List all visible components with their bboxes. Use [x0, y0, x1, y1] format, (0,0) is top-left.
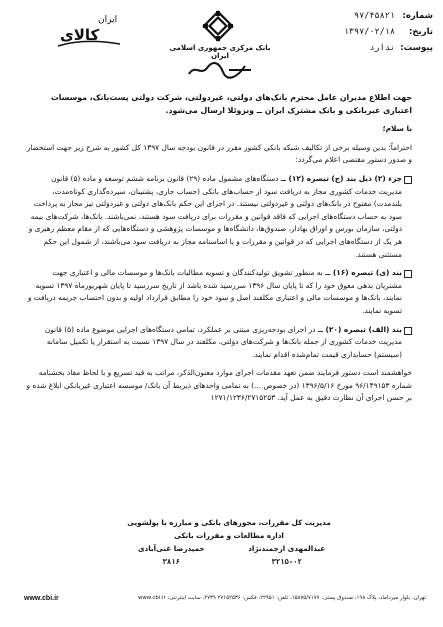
letter-date-value: ۱۳۹۷/۰۲/۱۸ [343, 27, 395, 37]
letter-metadata [313, 8, 433, 56]
letter-attachment-row [313, 40, 433, 56]
letter-item-heading: جزء (۲) ذیل بند (ج) تبصره (۱۲) ــ [280, 173, 402, 183]
letter-closing: خواهشمند است دستور فرمایند ضمن تعهد مقدمات اجرای موارد معنون‌الذکر، مراتب به قید تسریع و با لحاظ مفاد بخشنامه شماره ۹۶/۱۴۹۱۵۳ مورخ ۱۳۹۶/۵/۱۶ (در خصوص ...) به تمامی واحدهای ذیربط آن بانک/ موسسه اعتباری غیربانکی ابلاغ شده و بر حسن اجرای آن نظارت دقیق به عمل آید. ۱۲۷۱/۱۲۳۶/۲۷۱۵۲۵۳ [26, 368, 412, 403]
signature-office: اداره مطالعات و مقررات بانکی [174, 531, 284, 540]
letter-attachment-label: پیوست: [400, 43, 433, 53]
letter-item-heading: بند (الف) تبصره (۲۰) ــ [317, 324, 402, 334]
letter-item-text: به منظور تشویق تولیدکنندگان و تسویه مطالبات بانک‌ها و موسسات مالی و اعتباری جهت مشتریان بدهی معوق خود را که تا پایان سال ۱۳۹۶ سررسید شده باشد از تاریخ سررسید تا پایان شهریورماه ۱۳۹۷ تسویه نمایند، بانک‌ها و موسسات مالی و اعتباری مکلفند اصل و سود خود را مطابق قرارداد اولیه و بدون احتساب جریمه دریافت و تسویه نمایند. [27, 268, 402, 315]
signature-block [118, 516, 340, 568]
iran-kala-stamp-icon [54, 8, 124, 50]
letter-footer [0, 590, 443, 627]
letter-item-text: در اجرای بودجه‌ریزی مبتنی بر عملکرد، تمامی دستگاه‌های اجرایی موضوع ماده (۵) قانون مدیریت خدمات کشوری از جمله بانک‌ها و شرکت‌های دولتی، مکلفند در سال ۱۳۹۷ نسبت به استقرار یا تکمیل سامانه (سیستم) حسابداری قیمت تمام‌شده اقدام نمایند. [44, 324, 402, 359]
signer-code: ۳۲۱۵-۰۲ [271, 557, 302, 566]
letter-item [26, 173, 412, 261]
signer-name: حمیدرضا غنی‌آبادی [137, 544, 205, 553]
letter-body [26, 92, 412, 411]
bank-name: بانک مرکزی جمهوری اسلامی ایران [169, 44, 271, 60]
letter-item [26, 324, 412, 362]
bank-signature-script-icon [185, 58, 255, 80]
footer-website-link[interactable]: www.cbi.ir [24, 595, 59, 602]
stamp-line2: کالای [60, 26, 100, 44]
footer-address: تهران، بلوار میرداماد، پلاک ۱۹۸، صندوق پستی: ۱۵۸۷۵/۷۱۷۷، تلفن: ۲۲۹۵۱، فکس: ۲۷۱۵۲۵۳۶ ۲۷۳۹، سایت اینترنتی: www.cbi.ir [137, 595, 426, 601]
signature-columns [118, 542, 340, 568]
stamp-line1: ایران [98, 15, 118, 25]
signature-department: مدیریت کل مقررات، مجوزهای بانکی و مبارزه با پولشویی [127, 518, 331, 527]
signer-column [233, 542, 340, 568]
signer-code: ۳۸۱۶ [162, 557, 180, 566]
letter-number-label: شماره: [402, 11, 433, 21]
signer-column [118, 542, 225, 568]
letter-number-row [313, 8, 433, 24]
letter-number-value: ۹۷/۴۵۸۲۱ [354, 11, 395, 21]
letter-greeting: با سلام؛ [382, 124, 412, 134]
letter-intro: احتراماً؛ بدین وسیله برخی از تکالیف شبکه بانکی کشور مقرر در قانون بودجه سال ۱۳۹۷ کل کشور به شرح زیر جهت استحضار و صدور دستور مقتضی اعلام می‌گردد: [26, 142, 412, 165]
central-bank-emblem-icon [190, 10, 246, 48]
letter-title: جهت اطلاع مدیران عامل محترم بانک‌های دولتی، غیردولتی، شرکت دولتی پست‌بانک، موسسات اعتباری غیربانکی و بانک مشترک ایران ــ ونزوئلا ارسال می‌شود. [50, 93, 412, 115]
letter-attachment-value: ندارد [369, 43, 395, 53]
letter-item-text: دستگاه‌های مشمول ماده (۲۹) قانون برنامه ششم توسعه و ماده (۵) قانون مدیریت خدمات کشوری مجاز به دریافت سود از حساب‌های بانکی (حساب جاری، پشتیبان، سپرده‌گذاری کوتاه‌مدت، بلندمدت) مفتوح در بانک‌های دولتی و غیردولتی نیستند. در اجرای این حکم بانک‌های دولتی و غیردولتی نیز مجاز به پرداخت سود به حساب دستگاه‌های اجرایی که فاقد قوانین و مقررات برای دریافت سود هستند، نمی‌باشند. بانک‌ها، شرکت‌های بیمه دولتی، سازمان بورس و اوراق بهادار، صندوق‌ها، دانشگاه‌ها و موسسات پژوهشی و دستگاه‌هایی که از مقام معظم رهبری و هر یک از دستگاه‌های اجرایی که در قوانین و مقررات و یا اساسنامه مجاز به دریافت سود می‌باشند، از شمول این حکم مستثنی هستند. [28, 173, 402, 259]
signer-name: عبدالمهدی ارجمندنژاد [248, 544, 326, 553]
letter-date-label: تاریخ: [409, 27, 433, 37]
letter-item [26, 267, 412, 317]
letter-item-heading: بند (ی) تبصره (۱۶) ــ [325, 268, 402, 278]
letter-date-row [313, 24, 433, 40]
